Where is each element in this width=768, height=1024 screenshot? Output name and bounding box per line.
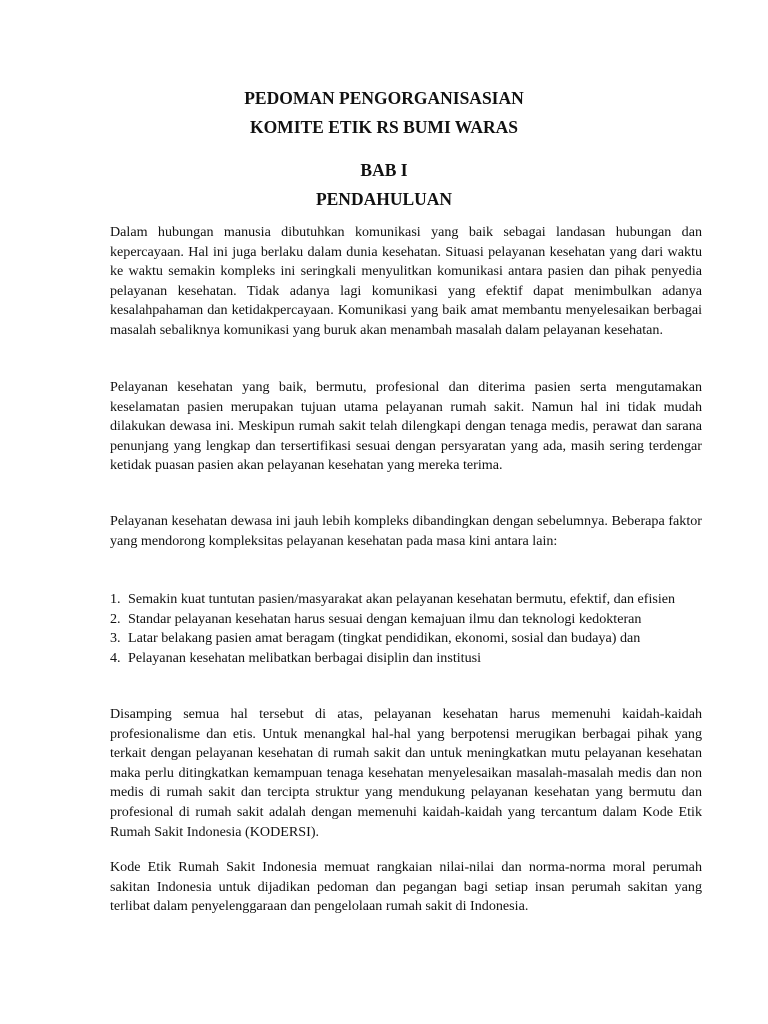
paragraph-kodersi: Kode Etik Rumah Sakit Indonesia memuat rangkaian nilai-nilai dan norma-norma moral perumah sakitan Indonesia untuk dijadikan pedoman dan pegangan bagi setiap insan perumah sakitan yang terlibat dalam penyelenggaraan dan pengelolaan rumah sakit di Indonesia. [110,859,702,915]
list-item [110,629,702,649]
chapter-title: PENDAHULUAN [315,189,453,209]
chapter-heading [0,156,768,214]
list-item [110,610,702,630]
list-item-number: 2. [110,610,121,627]
list-item-number: 4. [110,649,121,666]
paragraph-communication: Dalam hubungan manusia dibutuhkan komunikasi yang baik sebagai landasan hubungan dan kepercayaan. Hal ini juga berlaku dalam dunia kesehatan. Situasi pelayanan kesehatan yang dari waktu ke waktu semakin kompleks ini seringkali menyulitkan komunikasi antara pasien dan pihak penyedia pelayanan kesehatan. Tidak adanya lagi komunikasi yang efektif dapat menimbulkan adanya kesalahpahaman dan ketidakpercayaan. Komunikasi yang baik amat membantu menyelesaikan berbagai masalah sebaliknya komunikasi yang buruk akan menambah masalah dalam pelayanan kesehatan. [110,224,702,338]
list-item [110,590,702,610]
list-item-text: Standar pelayanan kesehatan harus sesuai dengan kemajuan ilmu dan teknologi kedokteran [128,610,642,627]
paragraph-ethics: Disamping semua hal tersebut di atas, pelayanan kesehatan harus memenuhi kaidah-kaidah profesionalisme dan etis. Untuk menangkal hal-hal yang berpotensi merugikan berbagai pihak yang terkait dengan pelayanan kesehatan di rumah sakit dan untuk meningkatkan mutu pelayanan kesehatan maka perlu ditingkatkan kemampuan tenaga kesehatan menyelesaikan masalah-masalah medis dan non medis di rumah sakit dan tercipta struktur yang mendukung pelayanan kesehatan yang bermutu dan profesional di rumah sakit adalah dengan memenuhi kaidah-kaidah yang tercantum dalam Kode Etik Rumah Sakit Indonesia (KODERSI). [110,706,702,840]
list-item-number: 3. [110,630,121,647]
document-title [0,84,768,142]
list-item-text: Semakin kuat tuntutan pasien/masyarakat akan pelayanan kesehatan bermutu, efektif, dan efisien [128,591,676,607]
chapter-number: BAB I [360,160,408,180]
paragraph-quality-service: Pelayanan kesehatan yang baik, bermutu, profesional dan diterima pasien serta mengutamakan keselamatan pasien merupakan tujuan utama pelayanan rumah sakit. Namun hal ini tidak mudah dilakukan dewasa ini. Meskipun rumah sakit telah dilengkapi dengan tenaga medis, perawat dan sarana penunjang yang lengkap dan tersertifikasi sesuai dengan persyaratan yang ada, masih sering terdengar ketidak puasan pasien akan pelayanan kesehatan yang mereka terima. [110,379,702,474]
document-title-line-1: PEDOMAN PENGORGANISASIAN [244,88,524,108]
list-item-text: Latar belakang pasien amat beragam (tingkat pendidikan, ekonomi, sosial dan budaya) dan [128,630,641,647]
paragraph-complexity: Pelayanan kesehatan dewasa ini jauh lebih kompleks dibandingkan dengan sebelumnya. Beberapa faktor yang mendorong kompleksitas pelayanan kesehatan pada masa kini antara lain: [110,513,702,549]
list-item-number: 1. [110,591,121,607]
list-item-text: Pelayanan kesehatan melibatkan berbagai disiplin dan institusi [128,649,482,666]
factors-list [110,590,702,668]
list-item [110,649,702,669]
document-title-line-2: KOMITE ETIK RS BUMI WARAS [249,117,519,137]
